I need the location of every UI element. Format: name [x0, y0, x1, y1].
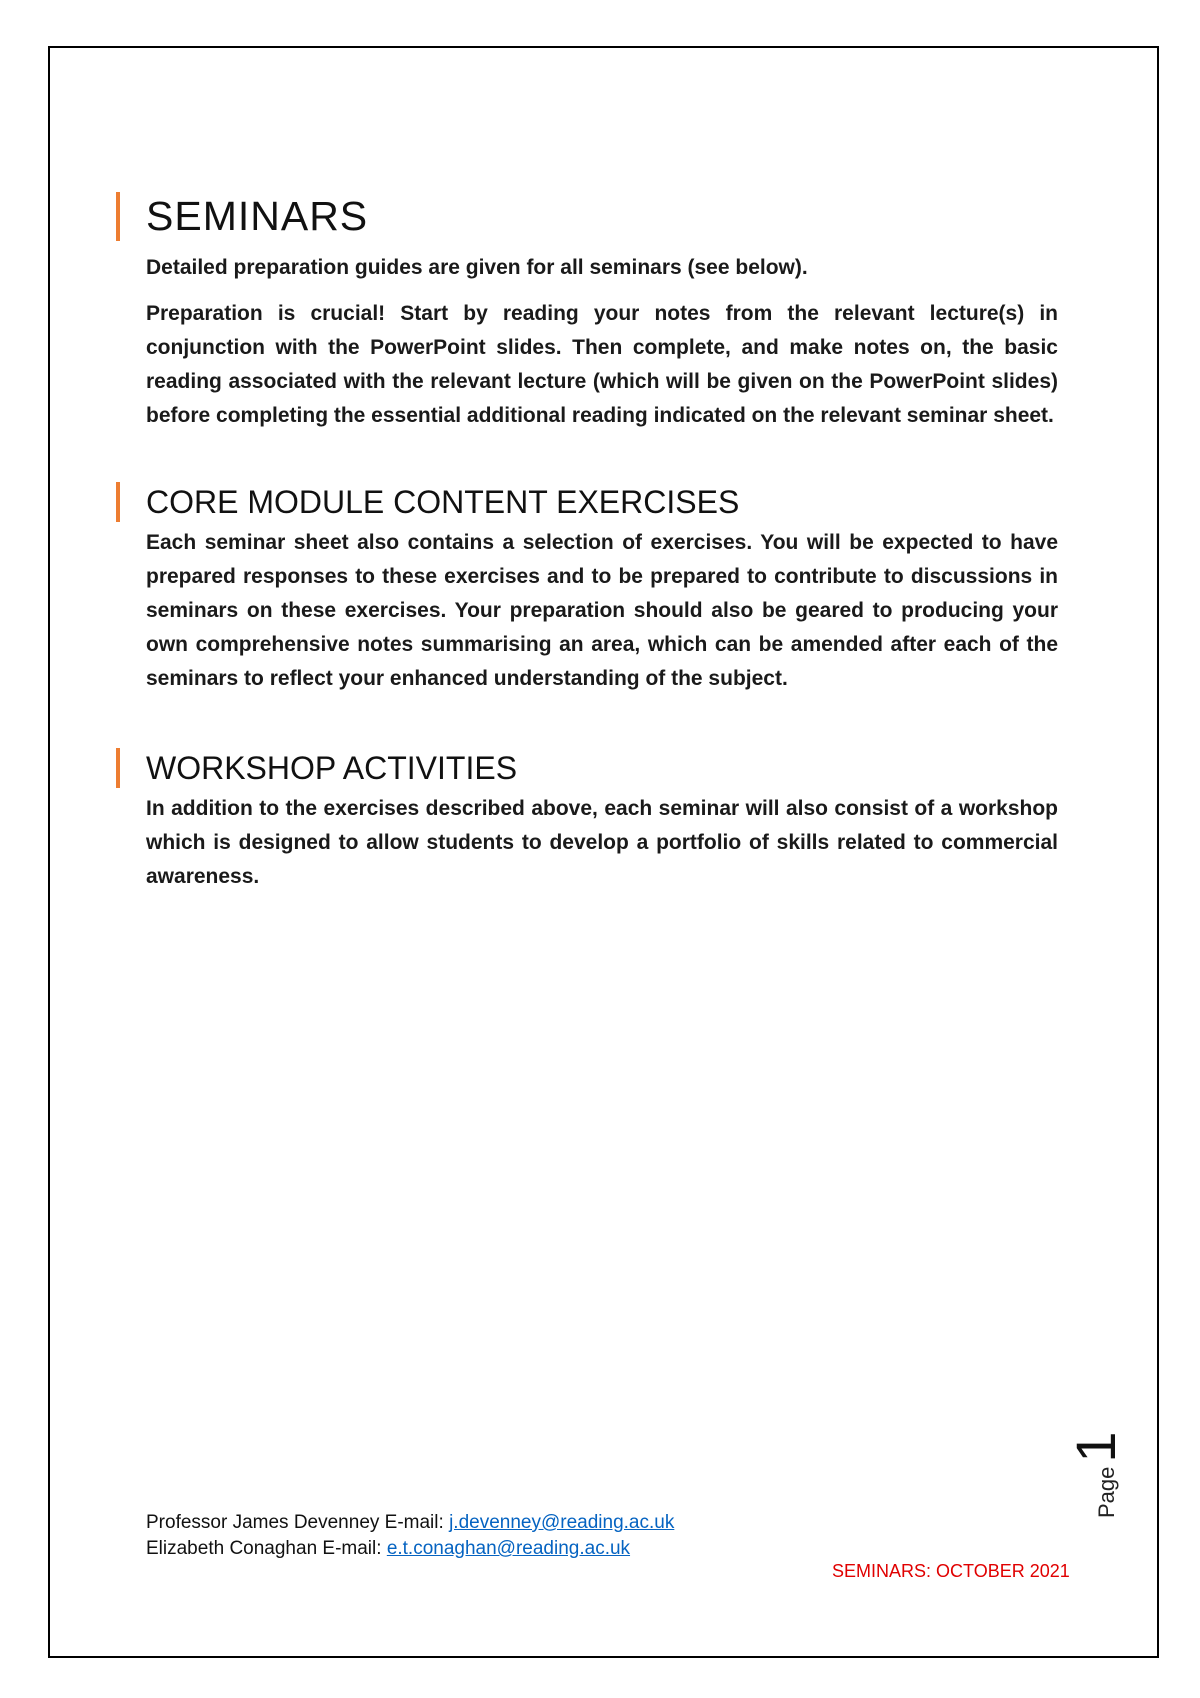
email-link[interactable]: j.devenney@reading.ac.uk: [449, 1512, 675, 1533]
section-paragraph: Detailed preparation guides are given for all seminars (see below).: [146, 256, 808, 279]
section-seminars: [113, 193, 1063, 433]
footer-label: SEMINARS: OCTOBER 2021: [832, 1561, 1070, 1581]
section-heading: WORKSHOP ACTIVITIES: [113, 752, 1063, 784]
section-paragraph: Each seminar sheet also contains a selection of exercises. You will be expected to have prepared responses to these exercises and to be prepared to contribute to discussions in seminars on these exercises. Your preparation should also be geared to producing your own comprehensive notes summarising an area, which can be amended after each of the seminars to reflect your enhanced understanding of the subject.: [146, 531, 1058, 690]
section-paragraph: In addition to the exercises described above, each seminar will also consist of a workshop which is designed to allow students to develop a portfolio of skills related to commercial awareness.: [146, 797, 1058, 888]
contact-name: Professor James Devenney E-mail:: [146, 1512, 450, 1533]
page-word: Page: [1094, 1466, 1119, 1518]
contact-name: Elizabeth Conaghan E-mail:: [146, 1538, 387, 1559]
page-number: [1050, 1378, 1128, 1518]
contact-line: [146, 1510, 674, 1536]
section-paragraph: Preparation is crucial! Start by reading your notes from the relevant lecture(s) in conjunction with the PowerPoint slides. Then complete, and make notes on, the basic reading associated with the relevant lecture (which will be given on the PowerPoint slides) before completing the essential additional reading indicated on the relevant seminar sheet.: [146, 302, 1058, 427]
page-number-value: 1: [1064, 1431, 1128, 1463]
section-heading: CORE MODULE CONTENT EXERCISES: [113, 486, 1063, 518]
section-core-module: [113, 486, 1063, 696]
section-workshop: [113, 752, 1063, 894]
contact-line: [146, 1536, 630, 1562]
section-heading: SEMINARS: [113, 196, 1063, 237]
email-link[interactable]: e.t.conaghan@reading.ac.uk: [386, 1538, 631, 1559]
